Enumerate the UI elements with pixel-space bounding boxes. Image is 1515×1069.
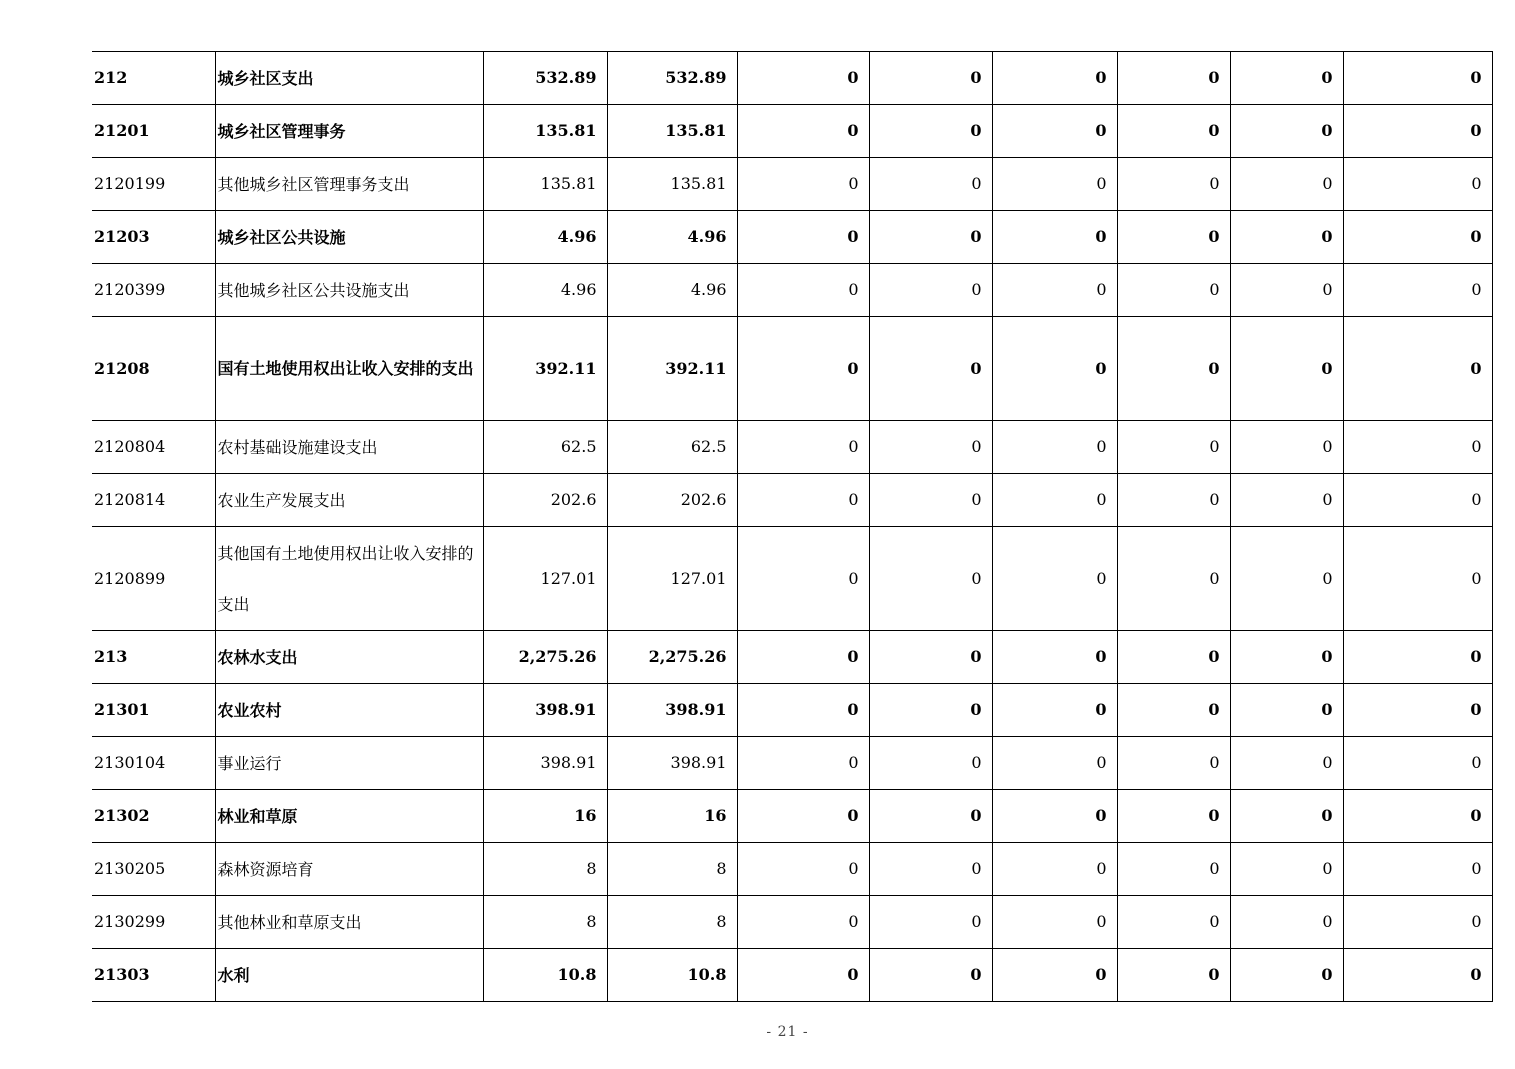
amount-cell: 0 xyxy=(1117,421,1230,474)
subject-code-cell: 21203 xyxy=(92,211,215,264)
table-row xyxy=(92,474,1492,527)
amount-cell: 16 xyxy=(607,790,737,843)
amount-cell: 127.01 xyxy=(483,527,607,631)
amount-cell: 0 xyxy=(1117,105,1230,158)
table-row xyxy=(92,158,1492,211)
amount-cell: 0 xyxy=(992,896,1117,949)
amount-cell: 0 xyxy=(992,105,1117,158)
amount-cell: 0 xyxy=(869,474,992,527)
amount-cell: 0 xyxy=(992,52,1117,105)
table-row xyxy=(92,211,1492,264)
amount-cell: 0 xyxy=(1343,52,1492,105)
amount-cell: 0 xyxy=(1117,684,1230,737)
amount-cell: 0 xyxy=(1343,737,1492,790)
amount-cell: 0 xyxy=(869,105,992,158)
table-row xyxy=(92,421,1492,474)
amount-cell: 0 xyxy=(737,896,869,949)
amount-cell: 62.5 xyxy=(607,421,737,474)
amount-cell: 0 xyxy=(869,211,992,264)
amount-cell: 0 xyxy=(869,527,992,631)
amount-cell: 0 xyxy=(992,211,1117,264)
amount-cell: 135.81 xyxy=(483,158,607,211)
subject-name-cell: 事业运行 xyxy=(215,737,483,790)
amount-cell: 0 xyxy=(1230,158,1343,211)
amount-cell: 4.96 xyxy=(483,264,607,317)
subject-code-cell: 2130299 xyxy=(92,896,215,949)
subject-name-cell: 水利 xyxy=(215,949,483,1002)
table-row xyxy=(92,317,1492,421)
amount-cell: 0 xyxy=(737,105,869,158)
amount-cell: 0 xyxy=(1117,737,1230,790)
subject-name-cell: 其他城乡社区管理事务支出 xyxy=(215,158,483,211)
subject-name-cell: 林业和草原 xyxy=(215,790,483,843)
table-row xyxy=(92,52,1492,105)
subject-name-cell: 森林资源培育 xyxy=(215,843,483,896)
table-row xyxy=(92,264,1492,317)
amount-cell: 0 xyxy=(1343,105,1492,158)
amount-cell: 127.01 xyxy=(607,527,737,631)
amount-cell: 0 xyxy=(737,421,869,474)
amount-cell: 0 xyxy=(737,790,869,843)
amount-cell: 0 xyxy=(1117,631,1230,684)
amount-cell: 0 xyxy=(1230,474,1343,527)
amount-cell: 0 xyxy=(1343,949,1492,1002)
table-row xyxy=(92,631,1492,684)
amount-cell: 0 xyxy=(1117,843,1230,896)
table-row xyxy=(92,843,1492,896)
amount-cell: 0 xyxy=(992,474,1117,527)
amount-cell: 0 xyxy=(1343,317,1492,421)
amount-cell: 0 xyxy=(737,949,869,1002)
amount-cell: 0 xyxy=(992,737,1117,790)
amount-cell: 0 xyxy=(1230,264,1343,317)
amount-cell: 0 xyxy=(869,737,992,790)
amount-cell: 0 xyxy=(737,843,869,896)
amount-cell: 0 xyxy=(1343,527,1492,631)
amount-cell: 0 xyxy=(1117,264,1230,317)
subject-name-cell: 农村基础设施建设支出 xyxy=(215,421,483,474)
amount-cell: 0 xyxy=(1117,790,1230,843)
amount-cell: 0 xyxy=(992,264,1117,317)
table-row xyxy=(92,527,1492,631)
subject-code-cell: 21303 xyxy=(92,949,215,1002)
amount-cell: 392.11 xyxy=(483,317,607,421)
amount-cell: 398.91 xyxy=(607,684,737,737)
subject-name-cell: 城乡社区支出 xyxy=(215,52,483,105)
amount-cell: 0 xyxy=(1343,158,1492,211)
table-body xyxy=(92,52,1492,1002)
amount-cell: 0 xyxy=(1230,843,1343,896)
amount-cell: 392.11 xyxy=(607,317,737,421)
amount-cell: 0 xyxy=(1230,949,1343,1002)
amount-cell: 0 xyxy=(737,52,869,105)
subject-name-cell: 城乡社区公共设施 xyxy=(215,211,483,264)
subject-code-cell: 2130205 xyxy=(92,843,215,896)
page-number: - 21 - xyxy=(766,1024,809,1040)
amount-cell: 0 xyxy=(1117,474,1230,527)
amount-cell: 135.81 xyxy=(483,105,607,158)
amount-cell: 0 xyxy=(992,317,1117,421)
amount-cell: 0 xyxy=(1117,158,1230,211)
subject-code-cell: 2120899 xyxy=(92,527,215,631)
amount-cell: 398.91 xyxy=(483,684,607,737)
subject-code-cell: 2120814 xyxy=(92,474,215,527)
amount-cell: 0 xyxy=(1117,317,1230,421)
amount-cell: 0 xyxy=(737,158,869,211)
amount-cell: 2,275.26 xyxy=(607,631,737,684)
table-row xyxy=(92,737,1492,790)
subject-code-cell: 2130104 xyxy=(92,737,215,790)
amount-cell: 0 xyxy=(737,684,869,737)
amount-cell: 0 xyxy=(737,264,869,317)
subject-name-cell: 其他国有土地使用权出让收入安排的支出 xyxy=(215,527,483,631)
amount-cell: 2,275.26 xyxy=(483,631,607,684)
amount-cell: 8 xyxy=(607,896,737,949)
amount-cell: 398.91 xyxy=(483,737,607,790)
subject-code-cell: 2120804 xyxy=(92,421,215,474)
amount-cell: 0 xyxy=(869,843,992,896)
amount-cell: 16 xyxy=(483,790,607,843)
amount-cell: 0 xyxy=(869,421,992,474)
amount-cell: 0 xyxy=(992,684,1117,737)
amount-cell: 135.81 xyxy=(607,158,737,211)
amount-cell: 4.96 xyxy=(607,211,737,264)
amount-cell: 0 xyxy=(1230,211,1343,264)
subject-code-cell: 212 xyxy=(92,52,215,105)
amount-cell: 0 xyxy=(1230,421,1343,474)
amount-cell: 0 xyxy=(992,949,1117,1002)
amount-cell: 0 xyxy=(869,52,992,105)
amount-cell: 0 xyxy=(1230,52,1343,105)
amount-cell: 0 xyxy=(737,317,869,421)
subject-code-cell: 21208 xyxy=(92,317,215,421)
table-row xyxy=(92,105,1492,158)
subject-name-cell: 农业农村 xyxy=(215,684,483,737)
amount-cell: 4.96 xyxy=(607,264,737,317)
subject-code-cell: 21201 xyxy=(92,105,215,158)
amount-cell: 8 xyxy=(483,843,607,896)
subject-name-cell: 其他城乡社区公共设施支出 xyxy=(215,264,483,317)
amount-cell: 0 xyxy=(1230,105,1343,158)
amount-cell: 398.91 xyxy=(607,737,737,790)
amount-cell: 0 xyxy=(992,421,1117,474)
amount-cell: 0 xyxy=(869,949,992,1002)
amount-cell: 0 xyxy=(1343,790,1492,843)
amount-cell: 532.89 xyxy=(607,52,737,105)
subject-name-cell: 农业生产发展支出 xyxy=(215,474,483,527)
amount-cell: 0 xyxy=(992,631,1117,684)
table-row xyxy=(92,896,1492,949)
amount-cell: 202.6 xyxy=(483,474,607,527)
amount-cell: 0 xyxy=(992,158,1117,211)
amount-cell: 0 xyxy=(1117,949,1230,1002)
table-row xyxy=(92,949,1492,1002)
subject-name-cell: 国有土地使用权出让收入安排的支出 xyxy=(215,317,483,421)
amount-cell: 0 xyxy=(1230,631,1343,684)
amount-cell: 0 xyxy=(1343,896,1492,949)
amount-cell: 0 xyxy=(1117,52,1230,105)
amount-cell: 0 xyxy=(737,211,869,264)
subject-name-cell: 农林水支出 xyxy=(215,631,483,684)
amount-cell: 135.81 xyxy=(607,105,737,158)
amount-cell: 0 xyxy=(992,790,1117,843)
amount-cell: 0 xyxy=(1230,684,1343,737)
amount-cell: 0 xyxy=(869,790,992,843)
amount-cell: 0 xyxy=(1230,317,1343,421)
amount-cell: 8 xyxy=(483,896,607,949)
amount-cell: 0 xyxy=(1343,264,1492,317)
subject-code-cell: 213 xyxy=(92,631,215,684)
amount-cell: 10.8 xyxy=(607,949,737,1002)
subject-name-cell: 其他林业和草原支出 xyxy=(215,896,483,949)
amount-cell: 202.6 xyxy=(607,474,737,527)
amount-cell: 0 xyxy=(869,264,992,317)
amount-cell: 532.89 xyxy=(483,52,607,105)
budget-table xyxy=(92,51,1493,1002)
amount-cell: 0 xyxy=(1343,631,1492,684)
amount-cell: 4.96 xyxy=(483,211,607,264)
amount-cell: 0 xyxy=(1230,527,1343,631)
amount-cell: 0 xyxy=(1117,527,1230,631)
subject-code-cell: 2120399 xyxy=(92,264,215,317)
amount-cell: 0 xyxy=(992,843,1117,896)
amount-cell: 0 xyxy=(869,631,992,684)
subject-name-cell: 城乡社区管理事务 xyxy=(215,105,483,158)
amount-cell: 0 xyxy=(1230,737,1343,790)
amount-cell: 0 xyxy=(737,474,869,527)
amount-cell: 0 xyxy=(869,896,992,949)
amount-cell: 0 xyxy=(737,631,869,684)
table-row xyxy=(92,684,1492,737)
amount-cell: 0 xyxy=(869,158,992,211)
amount-cell: 62.5 xyxy=(483,421,607,474)
amount-cell: 0 xyxy=(1343,421,1492,474)
amount-cell: 0 xyxy=(869,684,992,737)
amount-cell: 0 xyxy=(1343,843,1492,896)
amount-cell: 0 xyxy=(1117,896,1230,949)
subject-code-cell: 2120199 xyxy=(92,158,215,211)
amount-cell: 0 xyxy=(1230,896,1343,949)
amount-cell: 0 xyxy=(1343,474,1492,527)
amount-cell: 0 xyxy=(1117,211,1230,264)
amount-cell: 0 xyxy=(1343,684,1492,737)
amount-cell: 0 xyxy=(737,737,869,790)
amount-cell: 0 xyxy=(737,527,869,631)
amount-cell: 0 xyxy=(1343,211,1492,264)
subject-code-cell: 21302 xyxy=(92,790,215,843)
amount-cell: 0 xyxy=(992,527,1117,631)
amount-cell: 8 xyxy=(607,843,737,896)
table-row xyxy=(92,790,1492,843)
amount-cell: 0 xyxy=(1230,790,1343,843)
subject-code-cell: 21301 xyxy=(92,684,215,737)
amount-cell: 10.8 xyxy=(483,949,607,1002)
amount-cell: 0 xyxy=(869,317,992,421)
